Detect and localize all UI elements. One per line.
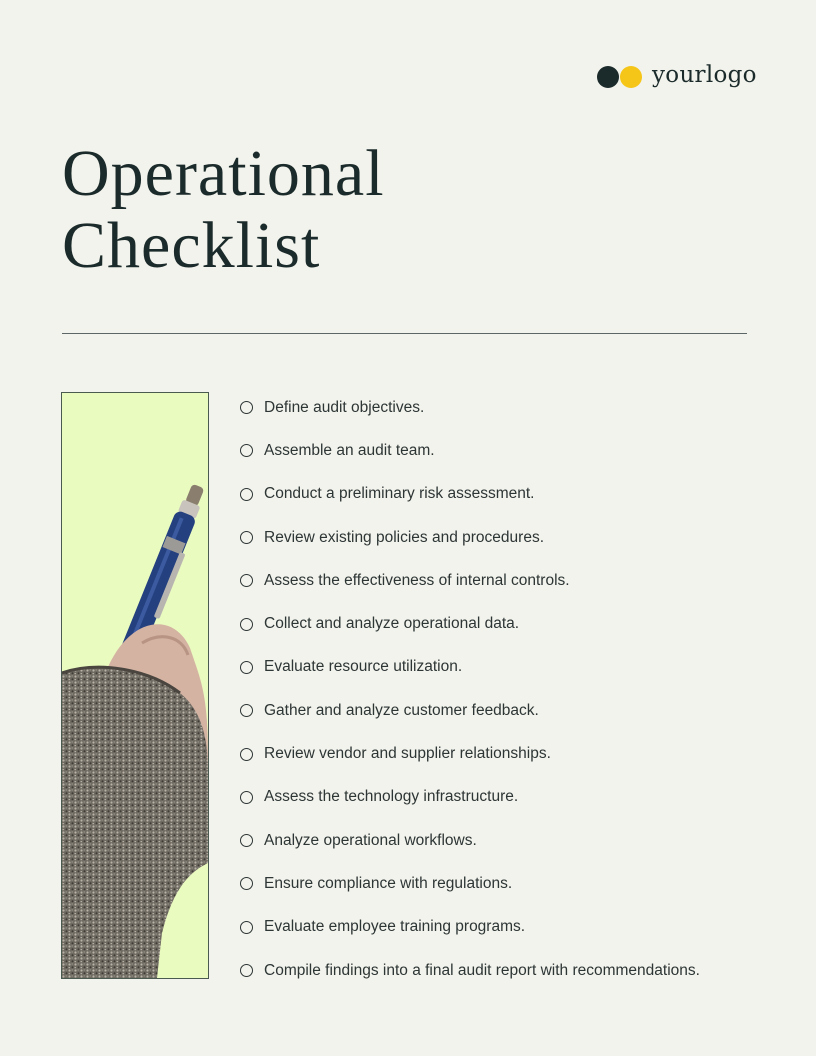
checklist-item[interactable] <box>240 949 700 992</box>
empty-circle-icon[interactable] <box>240 444 253 457</box>
checklist-item[interactable] <box>240 473 700 516</box>
photo-hand-holding-pen <box>61 392 209 979</box>
checklist-item[interactable] <box>240 429 700 472</box>
checklist-item-label: Analyze operational workflows. <box>264 831 477 849</box>
empty-circle-icon[interactable] <box>240 488 253 501</box>
checklist-item-label: Assemble an audit team. <box>264 441 435 459</box>
empty-circle-icon[interactable] <box>240 748 253 761</box>
checklist-item[interactable] <box>240 646 700 689</box>
empty-circle-icon[interactable] <box>240 618 253 631</box>
empty-circle-icon[interactable] <box>240 964 253 977</box>
checklist-item-label: Review vendor and supplier relationships. <box>264 745 551 763</box>
checklist-item-label: Compile findings into a final audit report with recommendations. <box>264 961 700 979</box>
divider <box>62 333 747 334</box>
hand-pen-illustration-icon <box>62 393 208 978</box>
empty-circle-icon[interactable] <box>240 834 253 847</box>
empty-circle-icon[interactable] <box>240 661 253 674</box>
checklist-item-label: Gather and analyze customer feedback. <box>264 701 539 719</box>
empty-circle-icon[interactable] <box>240 877 253 890</box>
page-title <box>62 138 385 282</box>
checklist-item-label: Ensure compliance with regulations. <box>264 874 513 892</box>
checklist-item-label: Collect and analyze operational data. <box>264 615 520 633</box>
checklist-item-label: Evaluate employee training programs. <box>264 918 526 936</box>
checklist-item-label: Review existing policies and procedures. <box>264 528 545 546</box>
checklist-item-label: Assess the technology infrastructure. <box>264 788 519 806</box>
logo-gold-dot-icon <box>620 66 642 88</box>
checklist-item-label: Evaluate resource utilization. <box>264 658 463 676</box>
logo <box>597 64 757 90</box>
checklist-item-label: Conduct a preliminary risk assessment. <box>264 485 535 503</box>
checklist-item[interactable] <box>240 602 700 645</box>
checklist-item[interactable] <box>240 862 700 905</box>
empty-circle-icon[interactable] <box>240 531 253 544</box>
empty-circle-icon[interactable] <box>240 401 253 414</box>
page-title-line-2: Checklist <box>62 209 321 282</box>
empty-circle-icon[interactable] <box>240 791 253 804</box>
checklist-item[interactable] <box>240 732 700 775</box>
empty-circle-icon[interactable] <box>240 704 253 717</box>
checklist-item[interactable] <box>240 516 700 559</box>
empty-circle-icon[interactable] <box>240 574 253 587</box>
checklist-item-label: Define audit objectives. <box>264 398 425 416</box>
checklist-item[interactable] <box>240 689 700 732</box>
checklist-item[interactable] <box>240 386 700 429</box>
logo-text: yourlogo <box>652 62 757 88</box>
checklist <box>240 386 700 992</box>
checklist-item-label: Assess the effectiveness of internal controls. <box>264 571 570 589</box>
logo-dark-dot-icon <box>597 66 619 88</box>
checklist-item[interactable] <box>240 906 700 949</box>
page-title-line-1: Operational <box>62 137 385 210</box>
checklist-item[interactable] <box>240 819 700 862</box>
empty-circle-icon[interactable] <box>240 921 253 934</box>
checklist-item[interactable] <box>240 776 700 819</box>
checklist-item[interactable] <box>240 559 700 602</box>
